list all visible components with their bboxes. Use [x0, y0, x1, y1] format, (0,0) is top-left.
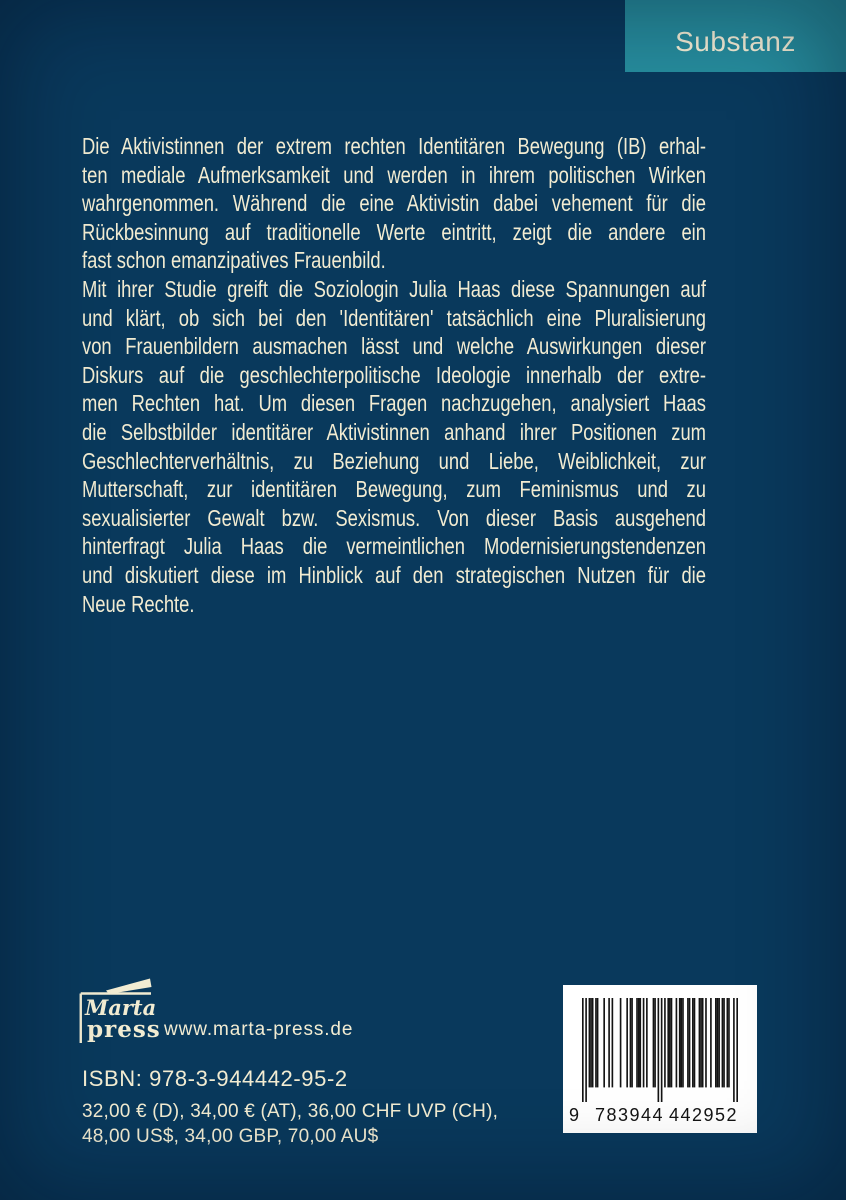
blurb-line: die Selbstbilder identitärer Aktivistinnen anhand ihrer Positionen zum: [82, 418, 706, 445]
series-banner-label: Substanz: [675, 26, 796, 57]
blurb-line: Neue Rechte.: [82, 590, 195, 617]
barcode: [563, 985, 757, 1133]
blurb-line: sexualisierter Gewalt bzw. Sexismus. Von dieser Basis ausgehend: [82, 504, 706, 531]
barcode-digit-group: 9: [569, 1105, 580, 1125]
price-line-1: 32,00 € (D), 34,00 € (AT), 36,00 CHF UVP (CH),: [82, 1101, 499, 1122]
series-banner: [625, 0, 846, 72]
blurb-line: Diskurs auf die geschlechterpolitische Ideologie innerhalb der extre-: [82, 361, 706, 388]
isbn-number: ISBN: 978-3-944442-95-2: [82, 1066, 348, 1091]
publisher-website: www.marta-press.de: [164, 1019, 354, 1040]
blurb-line: fast schon emanzipatives Frauenbild.: [82, 247, 386, 274]
blurb-line: wahrgenommen. Während die eine Aktivistin dabei vehement für die: [82, 190, 706, 217]
blurb-line: und klärt, ob sich bei den 'Identitären' tatsächlich eine Pluralisierung: [82, 304, 706, 331]
blurb-line: Die Aktivistinnen der extrem rechten Identitären Bewegung (IB) erhal-: [82, 133, 706, 159]
barcode-digit-group: 783944: [595, 1105, 665, 1125]
isbn-block: [82, 1066, 498, 1149]
blurb-line: Mit ihrer Studie greift die Soziologin Julia Haas diese Spannungen auf: [82, 275, 706, 302]
blurb-line: Rückbesinnung auf traditionelle Werte eintritt, zeigt die andere ein: [82, 218, 706, 245]
publisher-logo: [76, 976, 164, 1051]
blurb-line: hinterfragt Julia Haas die vermeintlichen Modernisierungstendenzen: [82, 533, 706, 560]
price-line-2: 48,00 US$, 34,00 GBP, 70,00 AU$: [82, 1126, 379, 1147]
barcode-digit-group: 442952: [669, 1105, 739, 1125]
blurb-line: Geschlechterverhältnis, zu Beziehung und Liebe, Weiblichkeit, zur: [82, 447, 706, 474]
logo-word-press: press: [87, 1016, 161, 1043]
blurb-line: ten mediale Aufmerksamkeit und werden in ihrem politischen Wirken: [82, 161, 706, 188]
logo-word-marta: Marta: [85, 995, 157, 1020]
barcode-digits: [563, 1106, 757, 1126]
blurb-line: Mutterschaft, zur identitären Bewegung, zum Feminismus und zu: [82, 476, 706, 503]
barcode-bars-icon: [582, 998, 738, 1102]
blurb-line: von Frauenbildern ausmachen lässt und welche Auswirkungen dieser: [82, 333, 706, 360]
blurb: [82, 132, 706, 618]
open-book-logo-icon: [76, 976, 164, 1046]
blurb-line: men Rechten hat. Um diesen Fragen nachzugehen, analysiert Haas: [82, 390, 706, 417]
blurb-line: und diskutiert diese im Hinblick auf den strategischen Nutzen für die: [82, 561, 706, 588]
